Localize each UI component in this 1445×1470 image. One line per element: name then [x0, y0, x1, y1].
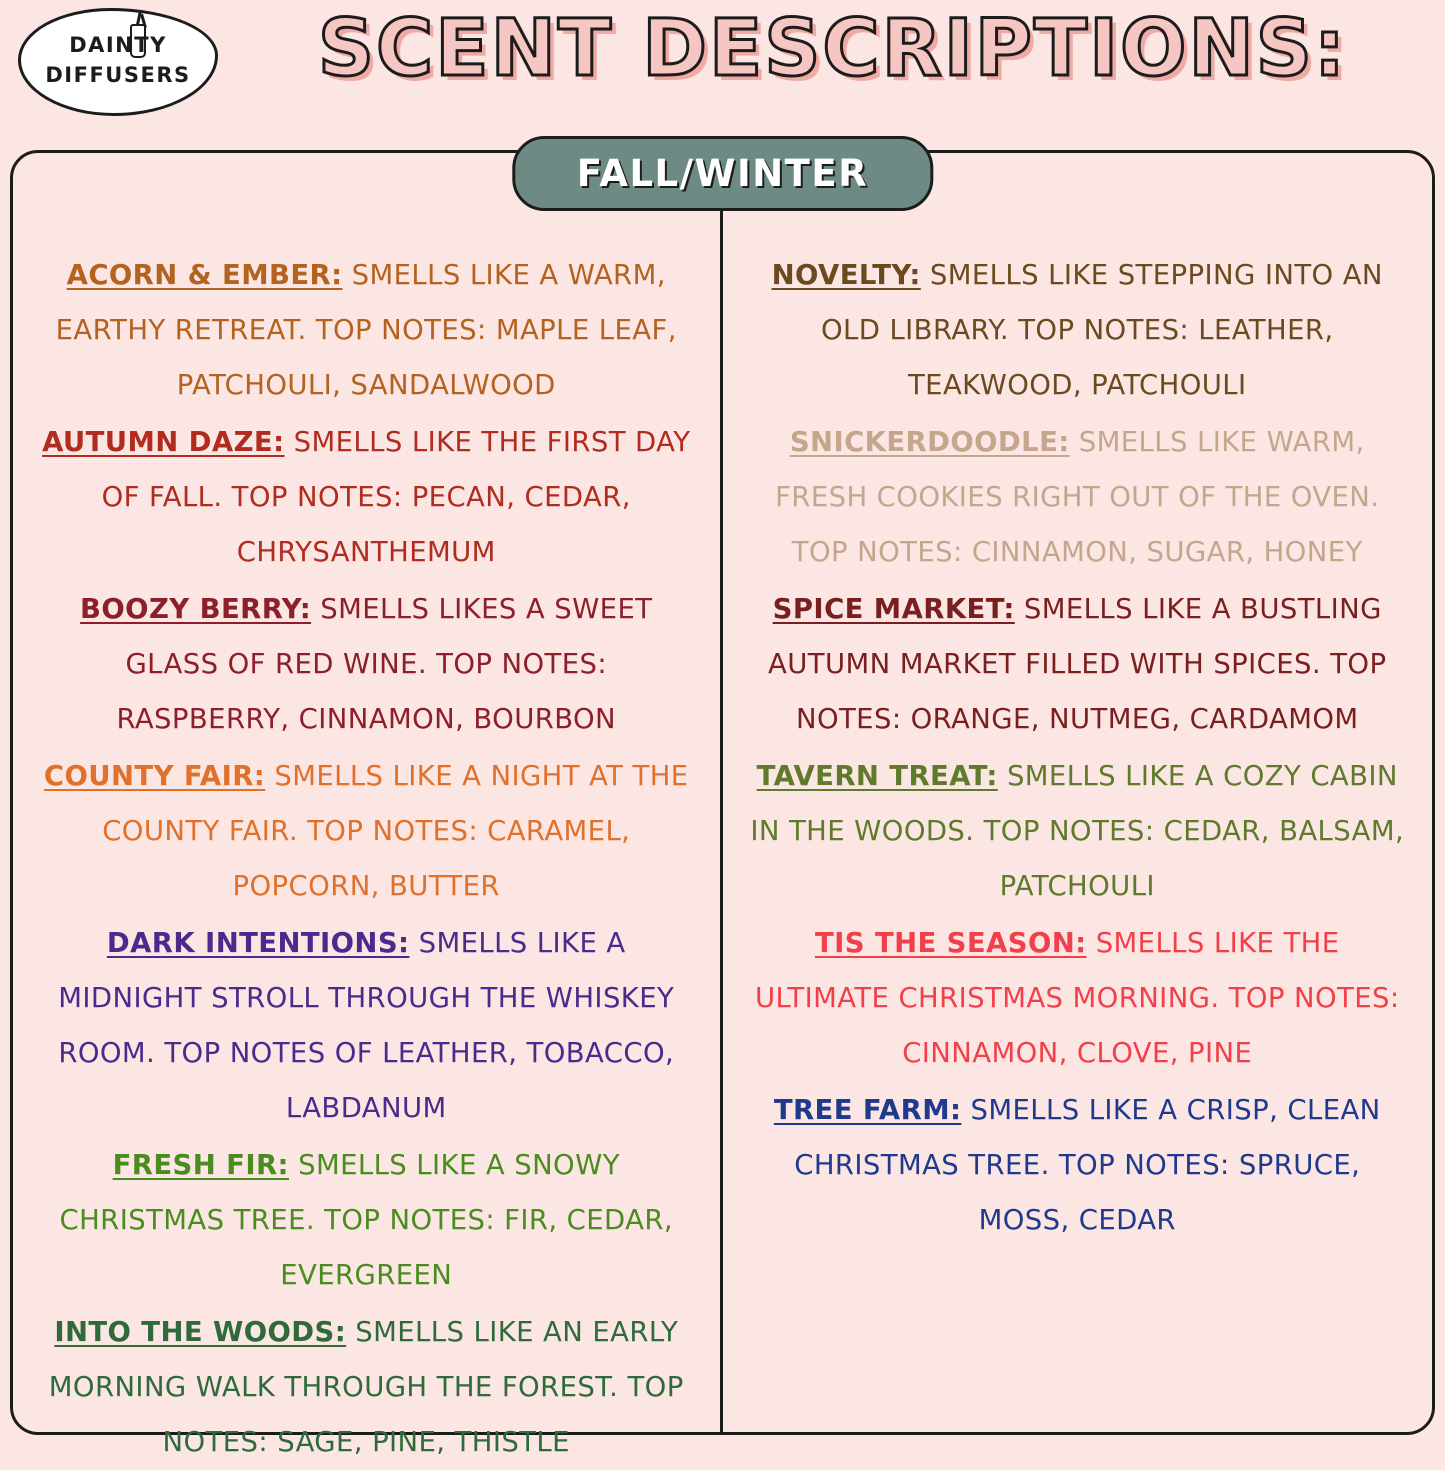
scent-entry	[39, 1305, 694, 1470]
scent-description: SMELLS LIKES A SWEET GLASS OF RED WINE. TOP NOTES: RASPBERRY, CINNAMON, BOURBON	[116, 593, 653, 735]
scent-list-card	[10, 150, 1435, 1458]
scent-description: SMELLS LIKE A MIDNIGHT STROLL THROUGH THE WHISKEY ROOM. TOP NOTES OF LEATHER, TOBACCO, LABDANUM	[58, 927, 675, 1124]
scent-entry	[749, 582, 1407, 747]
scent-entry	[749, 749, 1407, 914]
scent-entry	[749, 415, 1407, 580]
scent-name: TAVERN TREAT:	[756, 760, 998, 792]
scent-column-right	[723, 153, 1433, 1432]
scent-description: SMELLS LIKE A SNOWY CHRISTMAS TREE. TOP NOTES: FIR, CEDAR, EVERGREEN	[59, 1149, 673, 1291]
scent-column-left	[13, 153, 723, 1458]
scent-name: NOVELTY:	[771, 259, 921, 291]
scent-description: SMELLS LIKE THE FIRST DAY OF FALL. TOP NOTES: PECAN, CEDAR, CHRYSANTHEMUM	[101, 426, 691, 568]
scent-entry	[39, 749, 694, 914]
scent-description: SMELLS LIKE A WARM, EARTHY RETREAT. TOP NOTES: MAPLE LEAF, PATCHOULI, SANDALWOOD	[55, 259, 677, 401]
brand-name-line1: DAINTY	[69, 33, 167, 57]
scent-name: INTO THE WOODS:	[54, 1316, 347, 1348]
brand-logo	[18, 8, 218, 116]
scent-description: SMELLS LIKE WARM, FRESH COOKIES RIGHT OUT OF THE OVEN. TOP NOTES: CINNAMON, SUGAR, HONEY	[775, 426, 1380, 568]
scent-entry	[749, 916, 1407, 1081]
scent-entry	[39, 415, 694, 580]
scent-name: TIS THE SEASON:	[814, 927, 1087, 959]
scent-name: SNICKERDOODLE:	[789, 426, 1070, 458]
scent-description: SMELLS LIKE STEPPING INTO AN OLD LIBRARY. TOP NOTES: LEATHER, TEAKWOOD, PATCHOULI	[820, 259, 1383, 401]
scent-entry	[39, 248, 694, 413]
scent-description: SMELLS LIKE AN EARLY MORNING WALK THROUGH THE FOREST. TOP NOTES: SAGE, PINE, THISTLE	[48, 1316, 684, 1458]
brand-name	[18, 30, 218, 90]
scent-description: SMELLS LIKE A NIGHT AT THE COUNTY FAIR. TOP NOTES: CARAMEL, POPCORN, BUTTER	[102, 760, 689, 902]
scent-name: SPICE MARKET:	[772, 593, 1015, 625]
page-header	[0, 0, 1445, 122]
scent-name: COUNTY FAIR:	[43, 760, 266, 792]
scent-description: SMELLS LIKE A BUSTLING AUTUMN MARKET FILLED WITH SPICES. TOP NOTES: ORANGE, NUTMEG, CARDAMOM	[768, 593, 1387, 735]
scent-entry	[749, 248, 1407, 413]
scent-name: TREE FARM:	[773, 1094, 962, 1126]
scent-name: ACORN & EMBER:	[66, 259, 343, 291]
scent-description: SMELLS LIKE THE ULTIMATE CHRISTMAS MORNING. TOP NOTES: CINNAMON, CLOVE, PINE	[754, 927, 1400, 1069]
scent-description: SMELLS LIKE A CRISP, CLEAN CHRISTMAS TREE. TOP NOTES: SPRUCE, MOSS, CEDAR	[794, 1094, 1381, 1236]
scent-name: FRESH FIR:	[112, 1149, 289, 1181]
scent-entry	[39, 1138, 694, 1303]
scent-name: DARK INTENTIONS:	[106, 927, 410, 959]
season-badge: FALL/WINTER	[512, 136, 933, 211]
brand-name-line2: DIFFUSERS	[45, 63, 191, 87]
scent-name: AUTUMN DAZE:	[42, 426, 285, 458]
scent-description: SMELLS LIKE A COZY CABIN IN THE WOODS. TOP NOTES: CEDAR, BALSAM, PATCHOULI	[750, 760, 1405, 902]
scent-entry	[39, 582, 694, 747]
scent-entry	[39, 916, 694, 1136]
scent-name: BOOZY BERRY:	[80, 593, 312, 625]
scent-entry	[749, 1083, 1407, 1248]
page-title: SCENT DESCRIPTIONS:	[317, 4, 1348, 94]
